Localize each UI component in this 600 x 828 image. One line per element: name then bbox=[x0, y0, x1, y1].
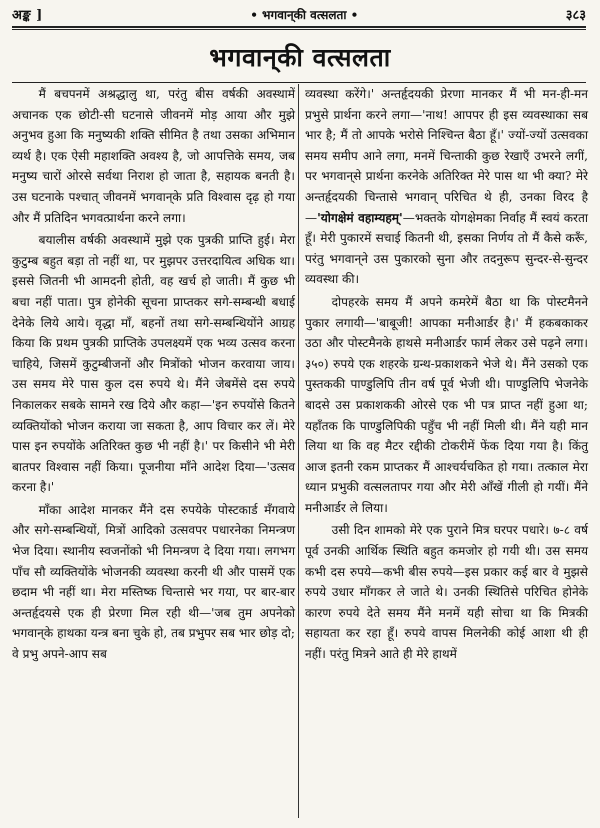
left-column bbox=[12, 84, 295, 665]
running-header bbox=[12, 4, 586, 24]
paragraph-text: —भक्तके योगक्षेमका निर्वाह मैं स्वयं करता हूँ। मेरी पुकारमें सचाई कितनी थी, इसका निर्णय तो मैं कैसे करूँ, परंतु भगवान्‌ने उस पुकारको सुना और तदनुरूप सुन्दर-से-सुन्दर व्यवस्था की। bbox=[305, 210, 588, 287]
paragraph: दोपहरके समय मैं अपने कमरेमें बैठा था कि पोस्टमैनने पुकार लगायी—'बाबूजी! आपका मनीआर्डर है।' मैं हकबकाकर उठा और पोस्टमैनके हाथसे मनीआर्डर फार्म लेकर उसे पढ़ने लगा। ३५०) रुपये एक शहरके ग्रन्थ-प्रकाशकने भेजे थे। मैंने उसको एक पुस्तककी पाण्डुलिपि तीन वर्ष पूर्व भेजी थी। पाण्डुलिपि भेजनेके बादसे उस प्रकाशककी ओरसे एक भी पत्र प्राप्त नहीं हुआ था; यहाँतक कि पाण्डुलिपिकी पहुँच भी नहीं मिली थी। मैंने यही मान लिया था कि वह मैटर रद्दीकी टोकरीमें फेंक दिया गया है। किंतु आज इतनी रकम प्राप्तकर मैं आश्चर्यचकित हो गया। तत्काल मेरा ध्यान प्रभुकी वत्सलतापर गया और मेरी आँखें गीली हो गयीं। मैंने मनीआर्डर ले लिया। bbox=[305, 294, 588, 515]
paragraph bbox=[305, 84, 588, 290]
paragraph: मैं बचपनमें अश्रद्धालु था, परंतु बीस वर्षकी अवस्थामें अचानक एक छोटी-सी घटनासे जीवनमें मोड़ आया और मुझे अनुभव हुआ कि मनुष्यकी शक्ति सीमित है तथा उसका अभिमान व्यर्थ है। एक ऐसी महाशक्ति अवश्य है, जो आपत्तिके समय, जब मनुष्य चारों ओरसे सर्वथा निराश हो जाता है, सहायक बनती है। उस घटनाके पश्चात् जीवनमें भगवान्‌के प्रति विश्वास दृढ़ हो गया और मैं प्रतिदिन भगवत्प्रार्थना करने लगा। bbox=[12, 87, 295, 225]
header-rule bbox=[12, 26, 586, 28]
header-rule-thin bbox=[12, 29, 586, 30]
paragraph-text: व्यवस्था करेंगे।' अन्तर्हृदयकी प्रेरणा मानकर मैं भी मन-ही-मन प्रभुसे प्रार्थना करने लगा—'नाथ! आपपर ही इस व्यवस्थाका सब भार है; मैं तो आपके भरोसे निश्चिन्त बैठा हूँ।' ज्यों-ज्यों उत्सवका समय समीप आने लगा, मनमें चिन्ताकी कुछ रेखाएँ उभरने लगीं, पर भगवान्‌से प्रार्थना करनेके अतिरिक्त मेरे पास था भी क्या? मेरे अन्तर्हृदयकी चिन्तासे भगवान् परिचित थे ही, उनका विरद है— bbox=[305, 87, 588, 225]
sanskrit-quote: 'योगक्षेमं वहाम्यहम्' bbox=[317, 210, 403, 225]
right-column bbox=[305, 84, 588, 665]
page-number: ३८३ bbox=[565, 8, 586, 23]
title-rule bbox=[12, 82, 586, 83]
article-title: भगवान्‌की वत्सलता bbox=[209, 43, 391, 72]
column-divider bbox=[298, 84, 299, 818]
paragraph: उसी दिन शामको मेरे एक पुराने मित्र घरपर पधारे। ७-८ वर्ष पूर्व उनकी आर्थिक स्थिति बहुत कमजोर हो गयी थी। उस समय कभी दस रुपये—कभी बीस रुपये—इस प्रकार कई बार वे मुझसे रुपये उधार माँगकर ले जाते थे। उनकी स्थितिसे परिचित होनेके कारण रुपये देते समय मैंने मनमें यही सोचा था कि मित्रकी सहायता कर रहा हूँ। रुपये वापस मिलनेकी कोई आशा थी ही नहीं। परंतु मित्रने आते ही मेरे हाथमें bbox=[305, 523, 588, 662]
paragraph: बयालीस वर्षकी अवस्थामें मुझे एक पुत्रकी प्राप्ति हुई। मेरा कुटुम्ब बहुत बड़ा तो नहीं था, पर मुझपर उत्तरदायित्व अधिक था। इससे जितनी भी आमदनी होती, वह खर्च हो जाती। मैं कुछ भी बचा नहीं पाता। पुत्र होनेकी सूचना प्राप्तकर सगे-सम्बन्धी बधाई देनेके लिये आये। वृद्धा माँ, बहनों तथा सगे-सम्बन्धियोंने आग्रह किया कि प्रथम पुत्रकी प्राप्तिके उपलक्ष्यमें एक भव्य उत्सव करना चाहिये, जिसमें कुटुम्बीजनों और मित्रोंको भोजन करवाया जाय। उस समय मेरे पास कुल दस रुपये थे। मैंने जेबमेंसे दस रुपये निकालकर सबके सामने रख दिये और कहा—'इन रुपयोंसे कितने व्यक्तियोंको भोजन कराया जा सकता है, आप विचार कर लें। मेरे पास इन रुपयोंके अतिरिक्त कुछ भी नहीं है।' पर किसीने भी मेरी बातपर विश्वास नहीं किया। पूजनीया माँने आदेश दिया—'उत्सव करना है।' bbox=[12, 233, 295, 495]
running-title: • भगवान्‌की वत्सलता • bbox=[250, 7, 359, 22]
issue-label: अङ्क ] bbox=[12, 8, 43, 23]
paragraph: माँका आदेश मानकर मैंने दस रुपयेके पोस्टकार्ड मँगवाये और सगे-सम्बन्धियों, मित्रों आदिको उत्सवपर पधारनेका निमन्त्रण भेज दिया। स्थानीय स्वजनोंको भी निमन्त्रण दे दिया गया। लगभग पाँच सौ व्यक्तियोंके भोजनकी व्यवस्था करनी थी और पासमें एक छदाम भी नहीं था। मेरा मस्तिष्क चिन्तासे भर गया, पर बार-बार अन्तर्हृदयसे एक ही प्रेरणा मिल रही थी—'जब तुम अपनेको भगवान्‌के हाथका यन्त्र बना चुके हो, तब प्रभुपर सब भार छोड़ दो; वे प्रभु अपने-आप सब bbox=[12, 502, 295, 662]
